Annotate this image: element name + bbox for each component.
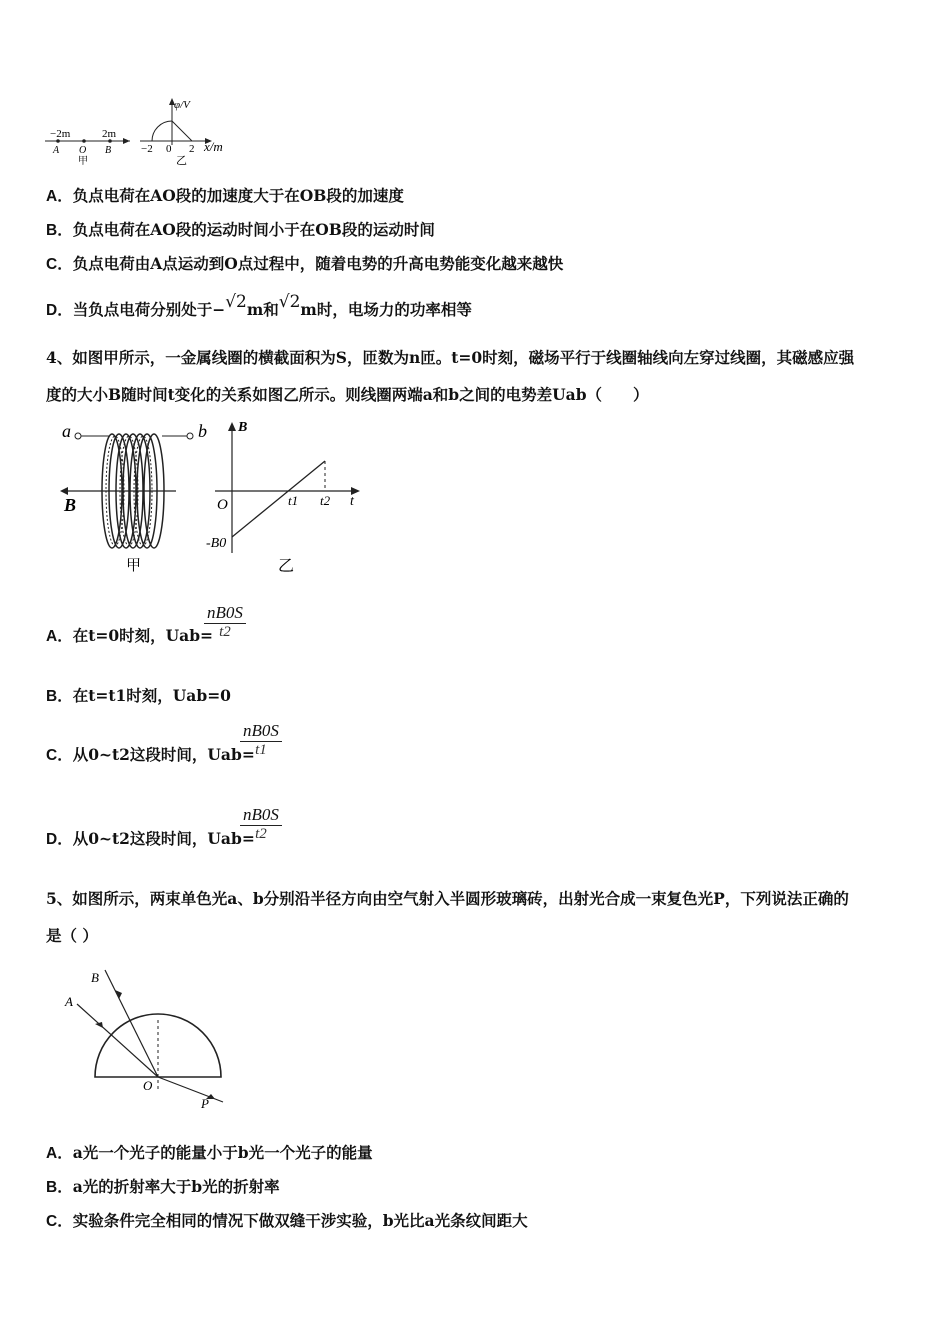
q4-option-a: A．在t=0时刻，Uab= bbox=[46, 626, 214, 645]
graph-label-t1: t1 bbox=[288, 493, 299, 508]
q4-stem: 4、如图甲所示，一金属线圈的横截面积为S，匝数为n匝。t=0时刻，磁场平行于线圈轴线向左穿过线圈，其磁感应强 度的大小B随时间t变化的关系如图乙所示。则线圈两端a和b之间的电势差Uab（ ） bbox=[46, 348, 855, 404]
label-zero: 0 bbox=[166, 143, 172, 155]
ray-label-A: A bbox=[65, 994, 73, 1009]
coil-label-B: B bbox=[64, 495, 77, 515]
label-O: O bbox=[143, 1078, 153, 1093]
q3-option-a: A．负点电荷在AO段的加速度大于在OB段的加速度 bbox=[46, 186, 404, 205]
label-2m: 2m bbox=[102, 128, 117, 140]
label-yi: 乙 bbox=[176, 155, 187, 167]
fraction-a: $\frac{nB0S}{t2}$ bbox=[204, 603, 246, 641]
coil-label-a: a bbox=[62, 421, 71, 441]
label-neg2: −2 bbox=[141, 143, 153, 155]
potential-figure bbox=[40, 95, 250, 170]
label-yi: 乙 bbox=[278, 558, 295, 575]
graph-label-t: t bbox=[350, 494, 354, 509]
fraction-c: $\frac{nB0S}{t1}$ bbox=[240, 721, 282, 759]
label-jia: 甲 bbox=[126, 558, 142, 574]
q4-option-c: C．从0~t2这段时间，Uab= bbox=[46, 745, 255, 764]
label-O: O bbox=[79, 145, 87, 156]
ray-label-P: P bbox=[201, 1096, 209, 1111]
fraction-d: $\frac{nB0S}{t2}$ bbox=[240, 805, 282, 843]
q5-option-b: B．a光的折射率大于b光的折射率 bbox=[46, 1177, 280, 1196]
coil-label-b: b bbox=[198, 421, 207, 441]
graph-label-O: O bbox=[217, 497, 228, 513]
label-phi: φ/V bbox=[174, 99, 190, 111]
graph-label-B: B bbox=[238, 420, 248, 435]
label-A: A bbox=[53, 145, 60, 156]
coil-and-graph-figure bbox=[50, 415, 370, 580]
q3-option-b: B．负点电荷在AO段的运动时间小于在OB段的运动时间 bbox=[46, 220, 435, 239]
label-jia: 甲 bbox=[78, 156, 88, 167]
graph-label-negB0: -B0 bbox=[206, 536, 227, 551]
q4-option-b: B．在t=t1时刻，Uab=0 bbox=[46, 686, 231, 705]
q5-stem: 5、如图所示，两束单色光a、b分别沿半径方向由空气射入半圆形玻璃砖，出射光合成一束复色光P，下列说法正确的 是（ ） bbox=[46, 889, 849, 945]
label-xm: x/m bbox=[204, 139, 223, 154]
q5-option-a: A．a光一个光子的能量小于b光一个光子的能量 bbox=[46, 1143, 373, 1162]
label-neg2m: −2m bbox=[50, 128, 71, 140]
q4-option-d: D．从0~t2这段时间，Uab= bbox=[46, 829, 255, 848]
q3-option-d: D．当负点电荷分别处于−√2m和√2m时，电场力的功率相等 bbox=[46, 292, 472, 319]
sqrt-two: √2 bbox=[278, 292, 301, 312]
label-two: 2 bbox=[189, 143, 195, 155]
graph-label-t2: t2 bbox=[320, 493, 331, 508]
label-B: B bbox=[105, 145, 112, 156]
q3-option-c: C．负点电荷由A点运动到O点过程中，随着电势的升高电势能变化越来越快 bbox=[46, 254, 564, 273]
sqrt-two: √2 bbox=[225, 292, 247, 312]
ray-label-B: B bbox=[91, 970, 99, 985]
q5-option-c: C．实验条件完全相同的情况下做双缝干涉实验，b光比a光条纹间距大 bbox=[46, 1211, 528, 1230]
semicircle-glass-figure bbox=[55, 962, 255, 1112]
